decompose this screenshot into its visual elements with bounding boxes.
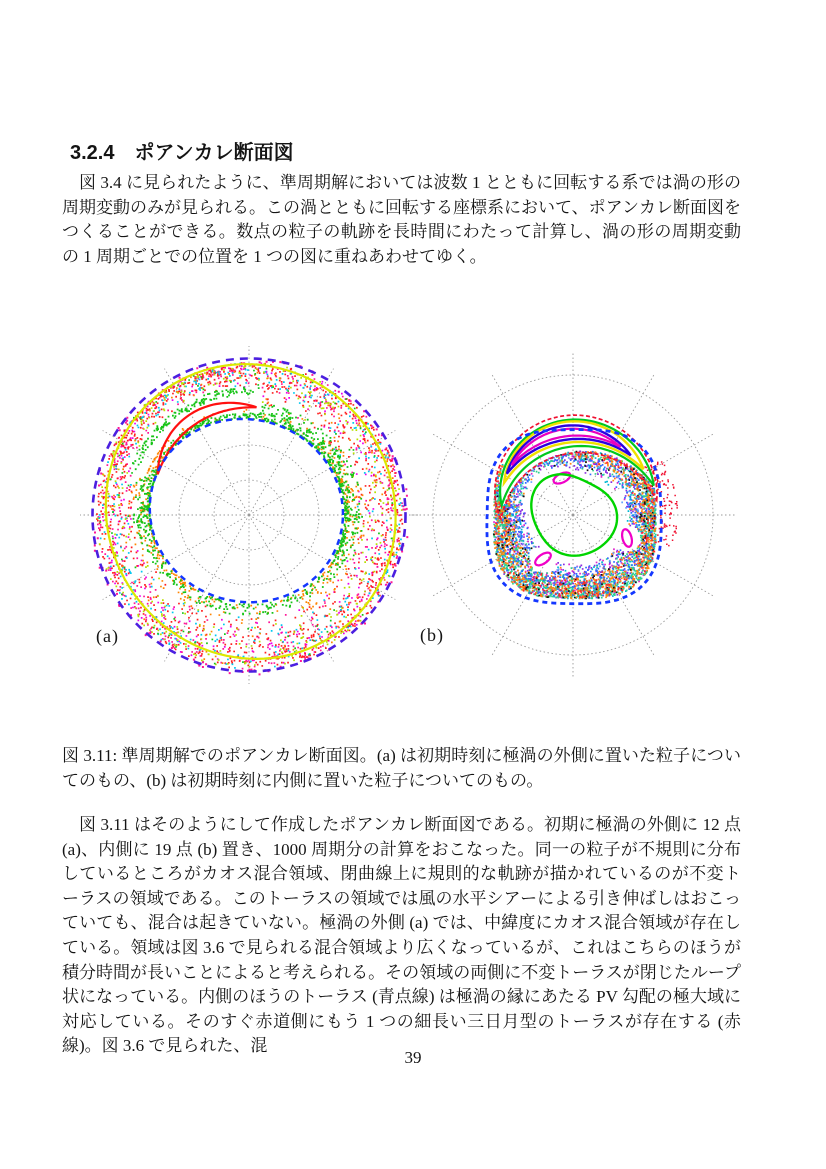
red-crescent-torus-a [158,403,257,475]
panel-b-label: (b) [420,625,444,645]
chaotic-mixing-blob-b [493,451,657,600]
page-number: 39 [404,1048,422,1067]
orange-band-dots-a [128,402,366,624]
section-number: 3.2.4 [70,142,115,164]
section-title: ポアンカレ断面図 [134,142,294,164]
polar-grid [80,346,418,684]
section-heading [70,136,294,165]
green-torus-band-a [132,387,363,616]
polar-grid [411,353,735,677]
paragraph-discussion: 図 3.11 はそのようにして作成したポアンカレ断面図である。初期に極渦の外側に 12 点 (a)、内側に 19 点 (b) 置き、1000 周期分の計算をおこなった。同一の粒子が不規則に分布しているところがカオス混合領域、閉曲線上に規則的な軌跡が描かれているのが不変トーラスの領域である。このトーラスの領域では風の水平シアーによる引き伸ばしはおこっていても、混合は起きていない。極渦の外側 (a) では、中緯度にカオス混合領域が存在している。領域は図 3.6 で見られる混合領域より広くなっているが、これはこちらのほうが積分時間が長いことによると考えられる。その領域の両側に不変トーラスが閉じたループ状になっている。内側のほうのトーラス (青点線) は極渦の縁にあたる PV 勾配の極大域に対応している。そのすぐ赤道側にもう 1 つの細長い三日月型のトーラスが存在する (赤線)。図 3.6 で見られた、混 [62,815,741,1056]
figure-caption: 図 3.11: 準周期解でのポアンカレ断面図。(a) は初期時刻に極渦の外側に置いた粒子についてのもの、(b) は初期時刻に内側に置いた粒子についてのもの。 [62,746,741,790]
poincare-section-figure [0,340,826,692]
panel-a-label: (a) [96,626,119,646]
paragraph-intro: 図 3.4 に見られたように、準周期解においては波数 1 とともに回転する系では渦の形の周期変動のみが見られる。この渦とともに回転する座標系において、ポアンカレ断面図をつくることができる。数点の粒子の軌跡を長時間にわたって計算し、渦の形の周期変動の 1 周期ごとでの位置を 1 つの図に重ねあわせてゆく。 [62,173,741,266]
